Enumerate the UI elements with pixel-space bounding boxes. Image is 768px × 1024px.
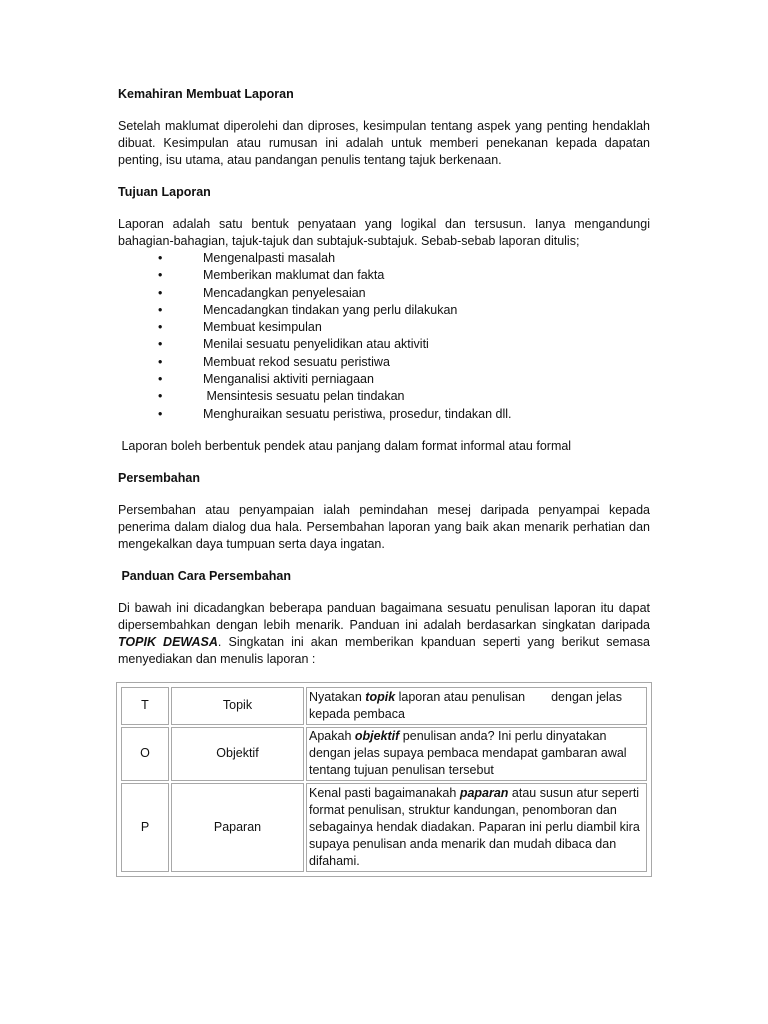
- guide-table: [119, 685, 649, 874]
- paragraph-intro: Setelah maklumat diperolehi dan diproses, kesimpulan tentang aspek yang penting hendaklah dibuat. Kesimpulan atau rumusan ini adalah untuk memberi penekanan kepada dapatan penting, isu utama, atau pandangan penulis tentang tajuk berkenaan.: [118, 119, 650, 167]
- list-item: • Mensintesis sesuatu pelan tindakan: [118, 388, 650, 405]
- paragraph-persembahan: Persembahan atau penyampaian ialah pemindahan mesej daripada penyampai kepada penerima dalam dialog dua hala. Persembahan laporan yang baik akan menarik perhatian dan mengekalkan daya tumpuan serta daya ingatan.: [118, 502, 650, 551]
- topik-dewasa-emphasis: TOPIK DEWASA: [118, 634, 218, 649]
- bullet-icon: •: [158, 354, 163, 369]
- table-cell-description: Kenal pasti bagaimanakah paparan atau susun atur seperti format penulisan, struktur kandungan, penomboran dan sebagainya hendak diadakan. Paparan ini perlu diambil kira supaya penulisan anda menarik dan mudah dibaca dan difahami.: [306, 783, 647, 872]
- list-item: • Menghuraikan sesuatu peristiwa, prosedur, tindakan dll.: [118, 406, 650, 423]
- list-item: • Mencadangkan penyelesaian: [118, 285, 650, 302]
- table-cell-letter: P: [121, 783, 169, 872]
- paragraph-bentuk: Laporan boleh berbentuk pendek atau panjang dalam format informal atau formal: [118, 438, 572, 453]
- table-row: [121, 687, 647, 725]
- bullet-icon: •: [158, 406, 163, 421]
- bullet-icon: •: [158, 251, 163, 265]
- table-cell-description: Apakah objektif penulisan anda? Ini perlu dinyatakan dengan jelas supaya pembaca mendapat gambaran awal tentang tujuan penulisan tersebut: [306, 727, 647, 781]
- paragraph-tujuan: Laporan adalah satu bentuk penyataan yang logikal dan tersusun. Ianya mengandungi bahagian-bahagian, tajuk-tajuk dan subtajuk-subtajuk. Sebab-sebab laporan ditulis;: [118, 217, 650, 248]
- bullet-icon: •: [158, 320, 163, 335]
- bullet-icon: •: [158, 389, 163, 404]
- list-item: • Memberikan maklumat dan fakta: [118, 267, 650, 284]
- paragraph-panduan: Di bawah ini dicadangkan beberapa panduan bagaimana sesuatu penulisan laporan itu dapat dipersembahkan dengan lebih menarik. Panduan ini adalah berdasarkan singkatan daripada TOPIK DEWASA. Singkatan ini akan memberikan kpanduan seperti yang berikut semasa menyediakan dan menulis laporan :: [118, 600, 650, 666]
- list-item: • Membuat rekod sesuatu peristiwa: [118, 354, 650, 371]
- bullet-icon: •: [158, 372, 163, 387]
- table-row: [121, 783, 647, 872]
- heading-tujuan: Tujuan Laporan: [118, 185, 211, 199]
- list-item: • Menilai sesuatu penyelidikan atau aktiviti: [118, 336, 650, 353]
- heading-panduan: Panduan Cara Persembahan: [118, 568, 291, 583]
- table-cell-word: Paparan: [171, 783, 304, 872]
- list-item: • Mencadangkan tindakan yang perlu dilakukan: [118, 302, 650, 319]
- list-item: • Menganalisi aktiviti perniagaan: [118, 371, 650, 388]
- table-row: [121, 727, 647, 781]
- bullet-icon: •: [158, 302, 163, 317]
- bullet-icon: •: [158, 285, 163, 300]
- bullet-list: [118, 250, 650, 423]
- heading-kemahiran: Kemahiran Membuat Laporan: [118, 87, 294, 101]
- table-cell-description: Nyatakan topik laporan atau penulisan dengan jelas kepada pembaca: [306, 687, 647, 725]
- table-cell-word: Topik: [171, 687, 304, 725]
- bullet-icon: •: [158, 337, 163, 352]
- table-cell-letter: T: [121, 687, 169, 725]
- guide-table-frame: [116, 682, 652, 877]
- list-item: • Mengenalpasti masalah: [118, 250, 650, 267]
- document-page: [118, 86, 650, 877]
- heading-persembahan: Persembahan: [118, 470, 200, 485]
- table-cell-letter: O: [121, 727, 169, 781]
- list-item: • Membuat kesimpulan: [118, 319, 650, 336]
- bullet-icon: •: [158, 268, 163, 283]
- table-cell-word: Objektif: [171, 727, 304, 781]
